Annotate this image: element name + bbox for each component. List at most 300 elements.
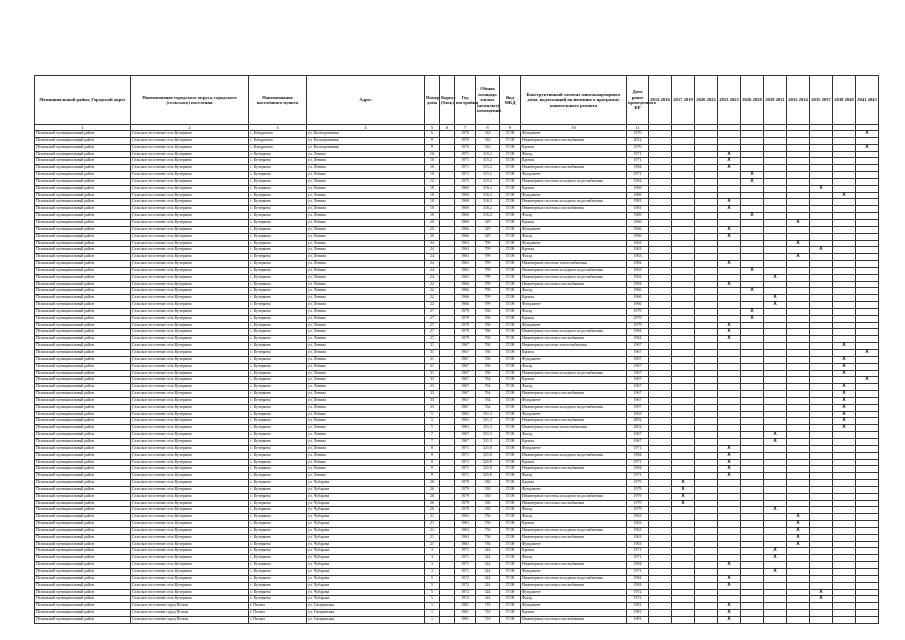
- schedule-mark: [810, 616, 833, 623]
- table-row: [35, 274, 879, 281]
- table-cell: 1972: [455, 589, 476, 596]
- table-cell: с. Кучеряево: [249, 582, 307, 589]
- table-cell: 1979: [627, 315, 649, 322]
- schedule-mark: [672, 226, 695, 233]
- table-cell: 764: [476, 404, 500, 411]
- table-cell: [440, 575, 455, 582]
- table-cell: 26: [425, 480, 440, 487]
- table-cell: Кровля: [521, 350, 627, 357]
- table-cell: 37.08: [500, 589, 521, 596]
- schedule-mark: X: [764, 569, 787, 576]
- table-cell: с. Кучеряево: [249, 165, 307, 172]
- schedule-mark: [810, 548, 833, 555]
- table-cell: 1963: [627, 247, 649, 254]
- table-cell: Пелымский муниципальный район: [35, 473, 131, 480]
- schedule-mark: [741, 534, 764, 541]
- schedule-mark: X: [856, 350, 879, 357]
- table-cell: ул. Ленина: [307, 274, 425, 281]
- table-cell: 12: [425, 178, 440, 185]
- schedule-mark: [649, 575, 672, 582]
- table-cell: ул. Ленина: [307, 425, 425, 432]
- table-cell: Пелымский муниципальный район: [35, 219, 131, 226]
- table-cell: 1969: [455, 185, 476, 192]
- schedule-mark: [856, 425, 879, 432]
- table-cell: 799: [476, 267, 500, 274]
- schedule-mark: [741, 425, 764, 432]
- schedule-mark: [833, 329, 856, 336]
- table-cell: Инженерные системы газоснабжения: [521, 336, 627, 343]
- schedule-mark: X: [741, 178, 764, 185]
- schedule-mark: [833, 507, 856, 514]
- schedule-mark: [695, 425, 718, 432]
- table-cell: ул. Чубарова: [307, 562, 425, 569]
- table-cell: 1984: [627, 178, 649, 185]
- table-cell: Пелымский муниципальный район: [35, 411, 131, 418]
- table-row: [35, 534, 879, 541]
- table-cell: с. Кучеряево: [249, 541, 307, 548]
- schedule-mark: [856, 172, 879, 179]
- table-row: [35, 233, 879, 240]
- schedule-mark: [672, 616, 695, 623]
- table-cell: Сельское поселение село Кучеряево: [131, 178, 249, 185]
- schedule-mark: [856, 521, 879, 528]
- table-cell: Сельское поселение село Кучеряево: [131, 350, 249, 357]
- schedule-mark: [833, 295, 856, 302]
- schedule-mark: X: [741, 308, 764, 315]
- table-row: [35, 603, 879, 610]
- schedule-mark: [741, 151, 764, 158]
- table-cell: Пелымский муниципальный район: [35, 165, 131, 172]
- schedule-mark: [695, 274, 718, 281]
- table-cell: [440, 213, 455, 220]
- table-row: [35, 213, 879, 220]
- table-cell: 316.2: [476, 213, 500, 220]
- table-cell: Сельское поселение село Кучеряево: [131, 370, 249, 377]
- table-cell: 760: [476, 336, 500, 343]
- table-cell: 37.08: [500, 418, 521, 425]
- schedule-mark: [764, 521, 787, 528]
- schedule-mark: [649, 247, 672, 254]
- schedule-mark: [718, 137, 741, 144]
- schedule-mark: [741, 452, 764, 459]
- table-cell: 31: [425, 370, 440, 377]
- schedule-mark: [787, 459, 810, 466]
- schedule-mark: [672, 343, 695, 350]
- schedule-mark: [764, 363, 787, 370]
- schedule-mark: [833, 500, 856, 507]
- table-cell: [440, 274, 455, 281]
- table-cell: 1: [425, 610, 440, 617]
- table-cell: 1963: [627, 534, 649, 541]
- table-cell: Пелымский муниципальный район: [35, 514, 131, 521]
- table-cell: 1967: [455, 356, 476, 363]
- schedule-mark: [833, 610, 856, 617]
- table-cell: 1963: [627, 240, 649, 247]
- table-cell: 24: [425, 254, 440, 261]
- table-cell: 27: [425, 315, 440, 322]
- schedule-mark: X: [856, 377, 879, 384]
- table-cell: 1975: [455, 178, 476, 185]
- table-cell: с. Кучеряево: [249, 240, 307, 247]
- table-cell: 325.8: [476, 445, 500, 452]
- table-cell: 1967: [627, 391, 649, 398]
- table-cell: 37.08: [500, 438, 521, 445]
- schedule-mark: [649, 445, 672, 452]
- schedule-mark: [672, 240, 695, 247]
- table-cell: Инженерные системы теплоснабжения: [521, 343, 627, 350]
- schedule-mark: [672, 384, 695, 391]
- schedule-mark: [695, 288, 718, 295]
- table-cell: 8: [425, 473, 440, 480]
- table-cell: 1997: [627, 404, 649, 411]
- schedule-mark: [741, 555, 764, 562]
- table-cell: Сельское поселение село Кучеряево: [131, 356, 249, 363]
- schedule-mark: [787, 226, 810, 233]
- table-cell: 333: [476, 144, 500, 151]
- schedule-mark: [649, 418, 672, 425]
- schedule-mark: [741, 397, 764, 404]
- schedule-mark: [833, 302, 856, 309]
- schedule-mark: [787, 172, 810, 179]
- table-cell: Фасад: [521, 384, 627, 391]
- schedule-mark: [810, 377, 833, 384]
- table-cell: 325.8: [476, 473, 500, 480]
- schedule-mark: [649, 151, 672, 158]
- table-cell: Сельское поселение город Пелым: [131, 603, 249, 610]
- schedule-mark: [856, 397, 879, 404]
- table-cell: Инженерные системы холодного водоснабжения: [521, 527, 627, 534]
- table-cell: 1971: [627, 548, 649, 555]
- table-cell: Сельское поселение село Кучеряево: [131, 308, 249, 315]
- schedule-mark: [787, 350, 810, 357]
- table-cell: с. Кучеряево: [249, 384, 307, 391]
- schedule-mark: [741, 137, 764, 144]
- schedule-mark: [787, 343, 810, 350]
- schedule-mark: [856, 438, 879, 445]
- table-cell: с. Кучеряево: [249, 267, 307, 274]
- table-cell: Инженерные системы газоснабжения: [521, 165, 627, 172]
- table-cell: ул. Кооперативная: [307, 137, 425, 144]
- schedule-mark: [741, 274, 764, 281]
- schedule-mark: [764, 144, 787, 151]
- table-cell: Пелымский муниципальный район: [35, 261, 131, 268]
- schedule-mark: [672, 288, 695, 295]
- table-cell: 1967: [627, 397, 649, 404]
- schedule-mark: [810, 418, 833, 425]
- schedule-mark: [649, 226, 672, 233]
- col-year-built: Год постройки: [455, 76, 476, 125]
- schedule-mark: X: [764, 555, 787, 562]
- schedule-mark: [695, 219, 718, 226]
- schedule-mark: [741, 363, 764, 370]
- schedule-mark: X: [833, 384, 856, 391]
- table-cell: 18: [425, 192, 440, 199]
- schedule-mark: [810, 486, 833, 493]
- table-cell: ул. Ленина: [307, 322, 425, 329]
- schedule-mark: [649, 384, 672, 391]
- table-cell: 26: [425, 507, 440, 514]
- schedule-mark: [695, 575, 718, 582]
- table-cell: 37.08: [500, 329, 521, 336]
- schedule-mark: [856, 178, 879, 185]
- table-cell: [440, 288, 455, 295]
- schedule-mark: X: [718, 575, 741, 582]
- table-cell: Фундамент: [521, 541, 627, 548]
- table-cell: Кровля: [521, 247, 627, 254]
- table-cell: с. Кучеряево: [249, 438, 307, 445]
- schedule-mark: [856, 404, 879, 411]
- table-cell: Пелымский муниципальный район: [35, 137, 131, 144]
- table-cell: 1971: [455, 473, 476, 480]
- table-cell: с. Кучеряево: [249, 254, 307, 261]
- table-cell: 736: [476, 541, 500, 548]
- table-cell: Сельское поселение город Пелым: [131, 616, 249, 623]
- schedule-mark: [787, 589, 810, 596]
- table-cell: 1967: [627, 363, 649, 370]
- table-cell: 37.08: [500, 370, 521, 377]
- schedule-mark: X: [672, 500, 695, 507]
- table-cell: 760: [476, 363, 500, 370]
- schedule-mark: [741, 247, 764, 254]
- table-cell: Пелымский муниципальный район: [35, 377, 131, 384]
- table-cell: 37.08: [500, 185, 521, 192]
- table-row: [35, 432, 879, 439]
- schedule-mark: [833, 466, 856, 473]
- table-cell: Сельское поселение село Кучеряево: [131, 555, 249, 562]
- schedule-mark: [787, 206, 810, 213]
- table-cell: Пелымский муниципальный район: [35, 240, 131, 247]
- schedule-mark: [695, 185, 718, 192]
- schedule-mark: X: [718, 616, 741, 623]
- schedule-mark: [833, 432, 856, 439]
- table-cell: 37.08: [500, 486, 521, 493]
- table-row: [35, 247, 879, 254]
- table-cell: 1979: [627, 493, 649, 500]
- table-cell: 1971: [627, 158, 649, 165]
- schedule-mark: [718, 288, 741, 295]
- table-cell: 799: [476, 240, 500, 247]
- table-cell: 1972: [627, 596, 649, 603]
- table-cell: 37.08: [500, 281, 521, 288]
- table-cell: с. Кучеряево: [249, 404, 307, 411]
- column-number: 2: [131, 125, 249, 131]
- table-cell: 331.3: [476, 418, 500, 425]
- schedule-mark: [672, 172, 695, 179]
- table-row: [35, 151, 879, 158]
- schedule-mark: [741, 438, 764, 445]
- schedule-mark: [649, 288, 672, 295]
- col-period: 2020 2022: [695, 76, 718, 125]
- table-row: [35, 445, 879, 452]
- schedule-mark: [856, 151, 879, 158]
- table-cell: 799: [476, 288, 500, 295]
- table-cell: 1963: [455, 240, 476, 247]
- table-cell: ул. Ленина: [307, 288, 425, 295]
- table-cell: Фундамент: [521, 397, 627, 404]
- table-cell: с. Кучеряево: [249, 527, 307, 534]
- table-cell: 1984: [627, 336, 649, 343]
- schedule-mark: [810, 384, 833, 391]
- table-cell: Инженерные системы холодного водоснабжения: [521, 452, 627, 459]
- table-row: [35, 555, 879, 562]
- schedule-mark: [787, 131, 810, 138]
- table-cell: 37.08: [500, 356, 521, 363]
- table-cell: 736: [476, 527, 500, 534]
- schedule-mark: [718, 247, 741, 254]
- schedule-mark: [649, 521, 672, 528]
- table-row: [35, 527, 879, 534]
- schedule-mark: [764, 480, 787, 487]
- schedule-mark: [764, 247, 787, 254]
- schedule-mark: [649, 192, 672, 199]
- schedule-mark: [741, 226, 764, 233]
- schedule-mark: [672, 336, 695, 343]
- schedule-mark: [856, 589, 879, 596]
- column-number: 11: [627, 125, 649, 131]
- schedule-mark: [833, 452, 856, 459]
- table-cell: 10: [425, 172, 440, 179]
- table-cell: 324: [476, 589, 500, 596]
- schedule-mark: [787, 473, 810, 480]
- table-cell: с. Кучеряево: [249, 178, 307, 185]
- table-cell: 37.08: [500, 480, 521, 487]
- schedule-mark: [741, 219, 764, 226]
- schedule-mark: [718, 411, 741, 418]
- schedule-mark: [672, 521, 695, 528]
- schedule-mark: [856, 432, 879, 439]
- table-row: [35, 131, 879, 138]
- table-cell: 1971: [455, 151, 476, 158]
- table-cell: ул. Ленина: [307, 350, 425, 357]
- schedule-mark: X: [741, 267, 764, 274]
- schedule-mark: [672, 363, 695, 370]
- schedule-mark: [741, 582, 764, 589]
- table-cell: 1963: [627, 514, 649, 521]
- table-cell: 1979: [455, 480, 476, 487]
- schedule-mark: [810, 343, 833, 350]
- schedule-mark: [787, 384, 810, 391]
- schedule-mark: [695, 322, 718, 329]
- table-cell: Фасад: [521, 473, 627, 480]
- schedule-mark: [764, 192, 787, 199]
- table-cell: Пелымский муниципальный район: [35, 226, 131, 233]
- table-cell: Пелымский муниципальный район: [35, 569, 131, 576]
- table-cell: с. Кучеряево: [249, 534, 307, 541]
- table-cell: с. Кучеряево: [249, 569, 307, 576]
- schedule-mark: [672, 315, 695, 322]
- schedule-mark: [856, 452, 879, 459]
- table-cell: 21: [425, 541, 440, 548]
- schedule-mark: [741, 500, 764, 507]
- table-row: [35, 288, 879, 295]
- table-cell: Пелымский муниципальный район: [35, 363, 131, 370]
- schedule-mark: [695, 507, 718, 514]
- schedule-mark: [718, 384, 741, 391]
- table-cell: 37.08: [500, 172, 521, 179]
- table-cell: [440, 254, 455, 261]
- schedule-mark: X: [787, 534, 810, 541]
- schedule-mark: [787, 432, 810, 439]
- schedule-mark: [856, 466, 879, 473]
- schedule-mark: [787, 151, 810, 158]
- schedule-mark: [810, 603, 833, 610]
- schedule-mark: [764, 391, 787, 398]
- schedule-mark: X: [718, 336, 741, 343]
- schedule-mark: [741, 185, 764, 192]
- table-row: [35, 363, 879, 370]
- schedule-mark: X: [787, 541, 810, 548]
- table-row: [35, 493, 879, 500]
- schedule-mark: [649, 562, 672, 569]
- table-cell: 37.08: [500, 473, 521, 480]
- schedule-mark: [810, 254, 833, 261]
- table-cell: 1971: [627, 459, 649, 466]
- table-cell: 324: [476, 582, 500, 589]
- table-cell: [440, 610, 455, 617]
- schedule-mark: [741, 336, 764, 343]
- schedule-mark: [787, 192, 810, 199]
- schedule-mark: [649, 295, 672, 302]
- table-cell: 1984: [627, 466, 649, 473]
- table-cell: [440, 555, 455, 562]
- col-element: Конструктивный элемент многоквартирного дома, подлежащий включению в программу капитального ремонта: [521, 76, 627, 125]
- table-cell: 2002: [627, 425, 649, 432]
- schedule-mark: [672, 514, 695, 521]
- table-cell: Пелымский муниципальный район: [35, 541, 131, 548]
- schedule-mark: [810, 541, 833, 548]
- schedule-mark: [649, 541, 672, 548]
- table-row: [35, 199, 879, 206]
- schedule-mark: [856, 281, 879, 288]
- schedule-mark: X: [718, 206, 741, 213]
- table-row: [35, 137, 879, 144]
- table-cell: ул. Чубарова: [307, 555, 425, 562]
- table-cell: [440, 582, 455, 589]
- schedule-mark: [695, 261, 718, 268]
- schedule-mark: [833, 267, 856, 274]
- table-cell: ул. Кооперативная: [307, 131, 425, 138]
- schedule-mark: [833, 226, 856, 233]
- schedule-mark: [741, 432, 764, 439]
- table-cell: 1971: [627, 555, 649, 562]
- table-cell: 37.08: [500, 308, 521, 315]
- table-cell: 24: [425, 240, 440, 247]
- table-cell: 1963: [627, 274, 649, 281]
- schedule-mark: [718, 397, 741, 404]
- table-cell: Сельское поселение село Кучеряево: [131, 315, 249, 322]
- table-cell: Сельское поселение село Кучеряево: [131, 254, 249, 261]
- schedule-mark: [833, 247, 856, 254]
- table-cell: 764: [476, 391, 500, 398]
- table-cell: 760: [476, 329, 500, 336]
- table-cell: [440, 480, 455, 487]
- schedule-mark: X: [787, 514, 810, 521]
- table-cell: 37.08: [500, 206, 521, 213]
- table-cell: с. Кучеряево: [249, 274, 307, 281]
- col-last-repair: Дата ранее проведенного КР: [627, 76, 649, 125]
- schedule-mark: [833, 151, 856, 158]
- schedule-mark: X: [741, 288, 764, 295]
- table-cell: 3: [425, 562, 440, 569]
- schedule-mark: [833, 199, 856, 206]
- table-cell: 7: [425, 432, 440, 439]
- table-cell: 1971: [455, 165, 476, 172]
- schedule-mark: [672, 185, 695, 192]
- schedule-mark: [695, 384, 718, 391]
- schedule-mark: [856, 274, 879, 281]
- table-cell: Пелымский муниципальный район: [35, 281, 131, 288]
- schedule-mark: [718, 363, 741, 370]
